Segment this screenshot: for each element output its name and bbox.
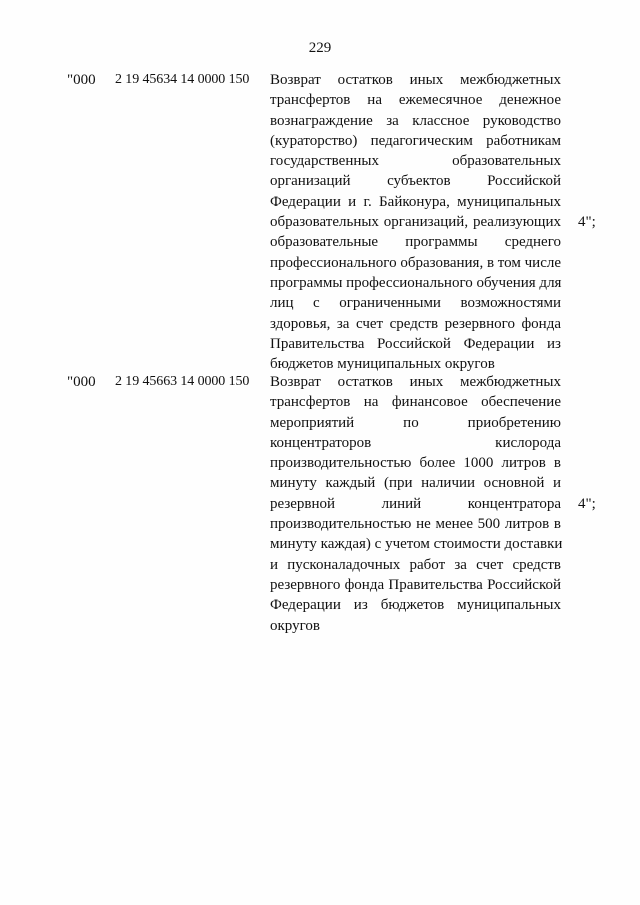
description-line: и пусконаладочных работ за счет средств xyxy=(270,556,561,573)
description-line: бюджетов муниципальных округов xyxy=(270,356,495,373)
amount-value: 4"; xyxy=(578,496,596,512)
row-description xyxy=(270,372,561,636)
description-line: Правительства Российской Федерации из xyxy=(270,335,561,352)
description-line: вознаграждение за классное руководство xyxy=(270,112,561,129)
description-line: резервной линий концентратора xyxy=(270,495,561,512)
budget-classification-code: 2 19 45663 14 0000 150 xyxy=(115,374,250,389)
code-prefix: "000 xyxy=(67,72,96,88)
description-line: Федерации из бюджетов муниципальных xyxy=(270,597,561,614)
description-line: лиц с ограниченными возможностями xyxy=(270,295,561,312)
description-line: мероприятий по приобретению xyxy=(270,414,561,431)
description-line: (кураторство) педагогическим работникам xyxy=(270,132,561,149)
description-line: программы профессионального обучения для xyxy=(270,274,562,291)
description-line: образовательные программы среднего xyxy=(270,234,561,251)
budget-classification-code: 2 19 45634 14 0000 150 xyxy=(115,72,250,87)
amount-value: 4"; xyxy=(578,214,596,230)
description-line: округов xyxy=(270,617,320,634)
page-number: 229 xyxy=(308,40,332,56)
description-line: Возврат остатков иных межбюджетных xyxy=(270,72,561,88)
description-line: минуту каждый (при наличии основной и xyxy=(270,475,561,492)
description-line: трансфертов на финансовое обеспечение xyxy=(270,394,561,411)
row-description xyxy=(270,70,561,374)
description-line: профессионального образования, в том числе xyxy=(270,254,561,271)
description-line: образовательных организаций, реализующих xyxy=(270,214,561,231)
description-line: государственных образовательных xyxy=(270,153,561,170)
description-line: трансфертов на ежемесячное денежное xyxy=(270,92,561,109)
description-line: здоровья, за счет средств резервного фонда xyxy=(270,315,561,332)
description-line: организаций субъектов Российской xyxy=(270,173,561,190)
description-line: производительностью более 1000 литров в xyxy=(270,455,561,472)
description-line: Федерации и г. Байконура, муниципальных xyxy=(270,193,561,210)
description-line: минуту каждая) с учетом стоимости доставки xyxy=(270,536,563,553)
description-line: концентраторов кислорода xyxy=(270,434,561,451)
description-line: производительностью не менее 500 литров в xyxy=(270,516,561,533)
description-line: резервного фонда Правительства Российской xyxy=(270,576,561,593)
code-prefix: "000 xyxy=(67,374,96,390)
description-line: Возврат остатков иных межбюджетных xyxy=(270,374,561,390)
